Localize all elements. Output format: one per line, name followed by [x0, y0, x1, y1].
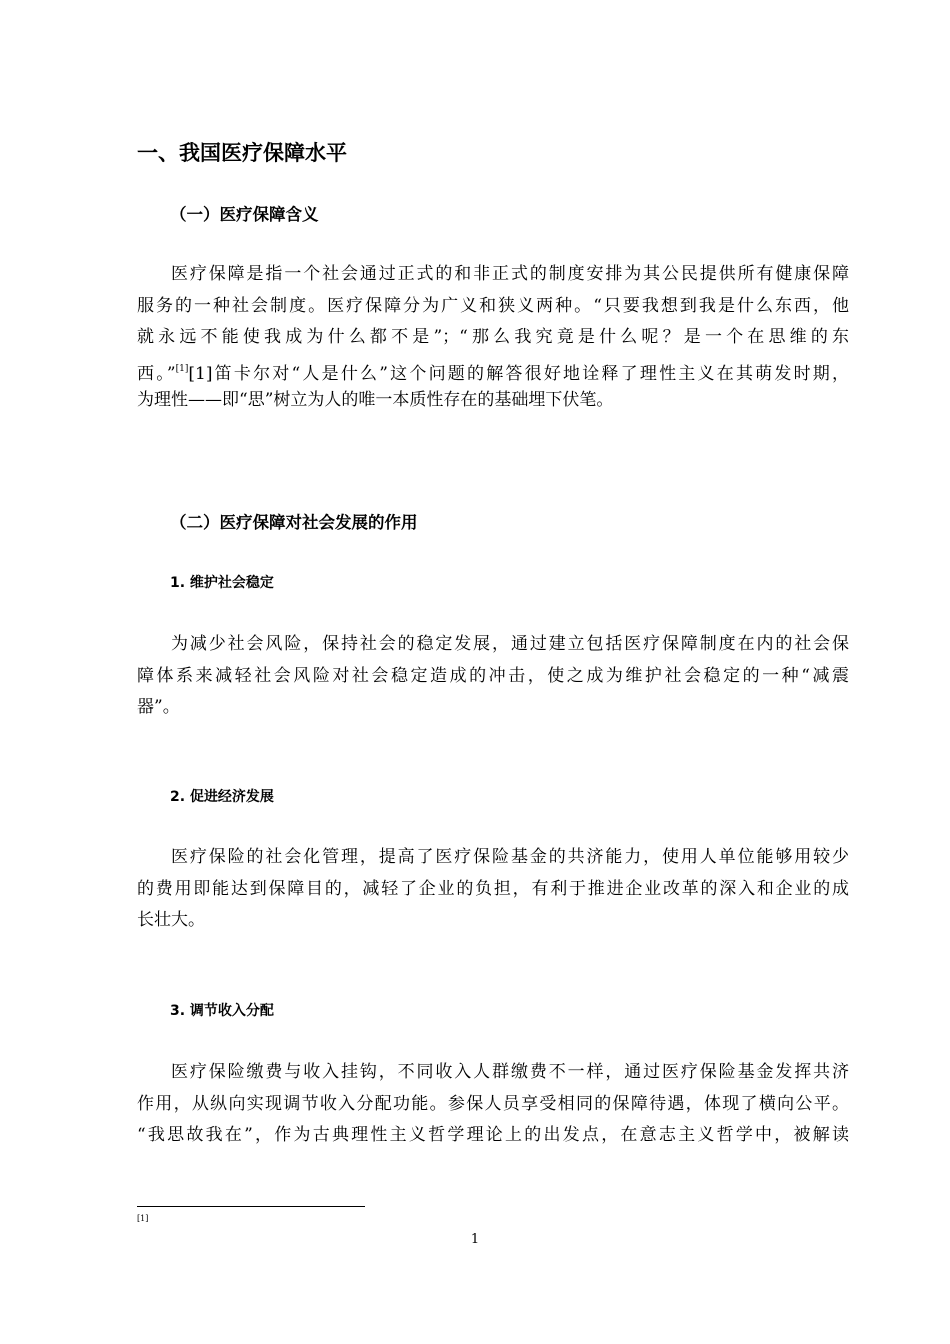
paragraph-line: 障体系来减轻社会风险对社会稳定造成的冲击，使之成为维护社会稳定的一种“减震 [137, 665, 849, 686]
citation-suffix: [1]笛卡尔对“人是什么”这个问题的解答很好地诠释了理性主义在其萌发时期， [188, 363, 849, 384]
paragraph-line: 为理性——即“思”树立为人的唯一本质性存在的基础埋下伏笔。 [137, 390, 614, 410]
citation-prefix: 西。” [137, 363, 176, 384]
section-1-paragraph [137, 259, 849, 417]
paragraph-line: 为减少社会风险，保持社会的稳定发展，通过建立包括医疗保障制度在内的社会保 [171, 634, 849, 654]
subsection-title: 1. 维护社会稳定 [170, 575, 274, 591]
section-2-title: （二）医疗保障对社会发展的作用 [170, 513, 418, 532]
heading-1: 一、我国医疗保障水平 [137, 141, 347, 165]
paragraph-line: 服务的一种社会制度。医疗保障分为广义和狭义两种。“只要我想到我是什么东西，他 [137, 295, 849, 316]
paragraph-line-with-citation [137, 354, 849, 386]
subsection-paragraph [137, 842, 849, 937]
footnote-separator [137, 1206, 365, 1207]
page-number: 1 [470, 1232, 480, 1247]
paragraph-line: 作用，从纵向实现调节收入分配功能。参保人员享受相同的保障待遇，体现了横向公平。 [137, 1093, 849, 1114]
paragraph-line: 医疗保障是指一个社会通过正式的和非正式的制度安排为其公民提供所有健康保障 [171, 264, 849, 284]
section-1-title: （一）医疗保障含义 [170, 205, 319, 224]
paragraph-line: 医疗保险缴费与收入挂钩，不同收入人群缴费不一样，通过医疗保险基金发挥共济 [171, 1062, 849, 1082]
subsection-paragraph [137, 629, 849, 724]
paragraph-line: 长壮大。 [137, 910, 205, 930]
subsection-title: 2. 促进经济发展 [170, 789, 274, 805]
paragraph-line: “我思故我在”，作为古典理性主义哲学理论上的出发点，在意志主义哲学中，被解读 [137, 1125, 849, 1145]
footnote-reference[interactable]: [1] [175, 363, 189, 374]
paragraph-line: 医疗保险的社会化管理，提高了医疗保险基金的共济能力，使用人单位能够用较少 [171, 847, 849, 867]
subsection-title: 3. 调节收入分配 [170, 1003, 274, 1019]
paragraph-line: 器”。 [137, 697, 180, 717]
footnote-marker: [1] [137, 1214, 149, 1223]
subsection-paragraph [137, 1057, 849, 1152]
paragraph-line: 的费用即能达到保障目的，减轻了企业的负担，有利于推进企业改革的深入和企业的成 [137, 878, 849, 899]
paragraph-line: 就永远不能使我成为什么都不是”；“那么我究竟是什么呢？是一个在思维的东 [137, 327, 849, 347]
